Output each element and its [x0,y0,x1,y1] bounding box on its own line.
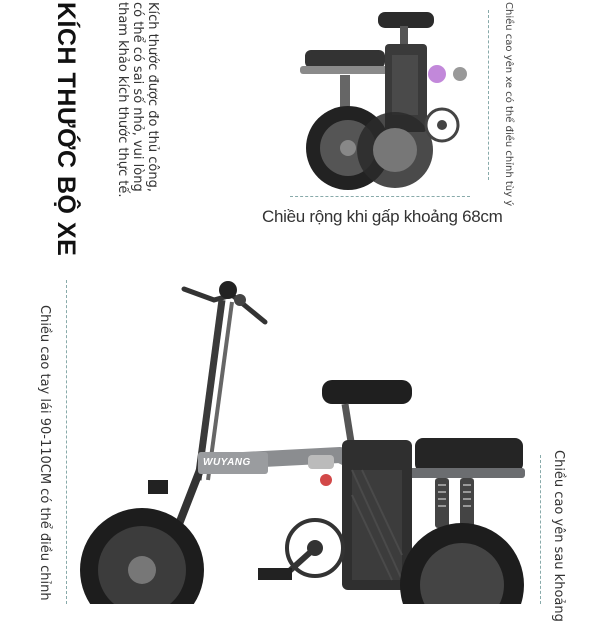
rear-seat-height-label: Chiều cao yên sau khoảng [551,450,566,622]
measurement-note-line-1: Kích thước được đo thủ công, [145,2,160,192]
seat-height-note: Chiều cao yên xe có thể điều chỉnh tùy ý [503,2,514,207]
measurement-note-line-3: tham khảo kích thước thực tế. [115,2,130,198]
measurement-note-line-2: có thể có sai số nhỏ, vui lòng [130,2,145,192]
folded-width-label: Chiều rộng khi gấp khoảng 68cm [262,207,503,226]
handlebar-height-label: Chiều cao tay lái 90-110CM có thể điều chỉnh [37,305,52,601]
page-title: KÍCH THƯỚC BỘ XE [52,2,80,257]
brand-logo: WUYANG [203,457,251,468]
